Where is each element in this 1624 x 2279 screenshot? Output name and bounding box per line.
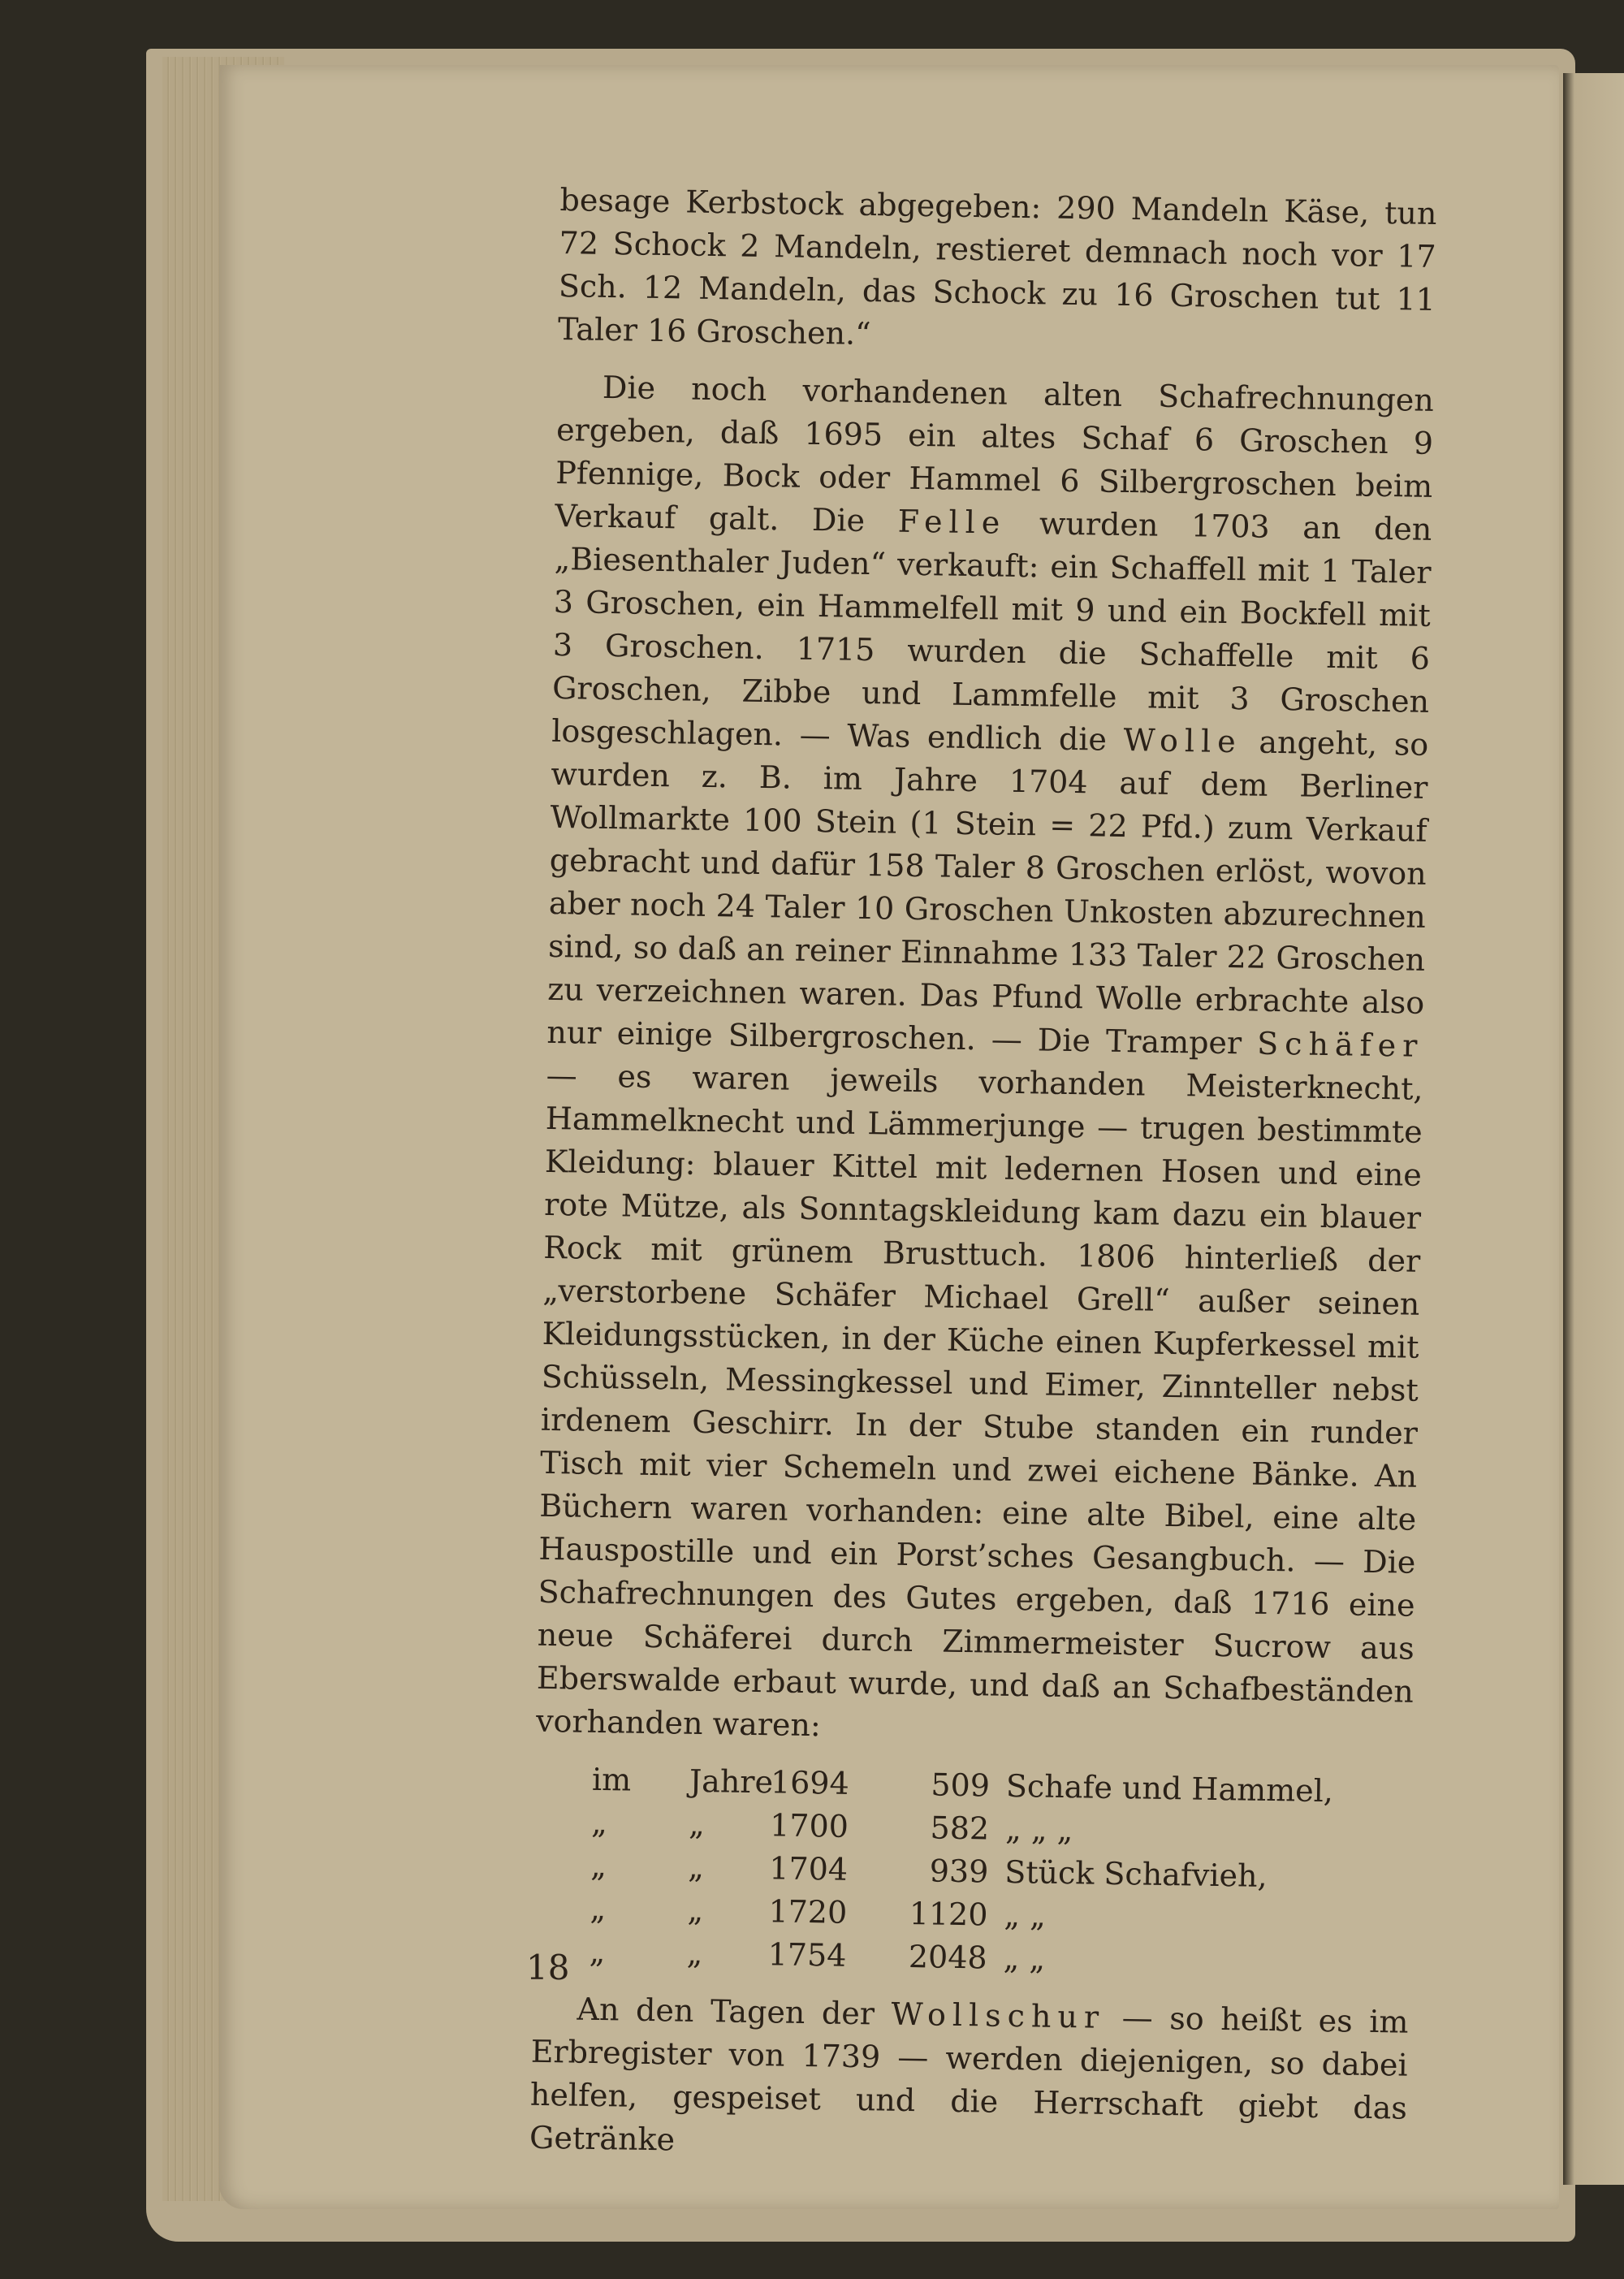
table-cell-count: 939 bbox=[929, 1853, 989, 1890]
table-cell: „ bbox=[590, 1890, 607, 1927]
table-cell: „ bbox=[688, 1849, 705, 1886]
text-run: — so heißt es im Erbregister von 1739 — werden diejenigen, so dabei helfen, gespeiset und die Herrschaft giebt das Getränke bbox=[529, 1999, 1409, 2158]
table-cell-desc: Schafe und Hammel, bbox=[1005, 1767, 1334, 1810]
page-number: 18 bbox=[526, 1948, 570, 1987]
table-cell-year: 1754 bbox=[767, 1936, 847, 1974]
text-line: besage Kerbstock abgegeben: 290 Mandeln Käse, tun bbox=[559, 181, 1437, 231]
text-line: 72 Schock 2 Mandeln, restieret demnach noch vor bbox=[559, 224, 1383, 274]
table-cell: „ bbox=[590, 1847, 607, 1884]
table-cell: im bbox=[591, 1761, 632, 1798]
table-cell-count: 1120 bbox=[909, 1896, 988, 1933]
table-cell: Jahre bbox=[689, 1762, 774, 1801]
table-cell-year: 1720 bbox=[768, 1893, 848, 1931]
sheep-count-table bbox=[532, 1758, 1412, 1987]
text-run: angeht, so wurden z. B. im Jahre 1704 auf dem Berliner Wollmarkte 100 Stein (1 Stein = 22 Pfd.) zum Verkauf gebracht und dafür 158 Taler 8 Groschen erlöst, wovon aber noch 24 Taler 10 Groschen Unkosten abzurechnen sind, so daß an reiner Einnahme 133 Taler 22 Groschen zu verzeichnen waren. Das Pfund Wolle erbrachte also nur einige Silbergroschen. — Die Tramper bbox=[546, 724, 1429, 1062]
facing-page-edge bbox=[1563, 73, 1624, 2185]
table-cell: „ bbox=[688, 1805, 706, 1843]
text-line: 11 Taler 16 Groschen.“ bbox=[557, 281, 1436, 352]
table-cell-count: 2048 bbox=[908, 1939, 988, 1976]
spaced-word: Schäfer bbox=[1256, 1025, 1424, 1064]
text-line: 17 Sch. 12 Mandeln, das Schock zu 16 Groschen tut bbox=[558, 238, 1436, 317]
paragraph-1 bbox=[558, 179, 1437, 365]
table-cell: „ bbox=[687, 1892, 704, 1929]
spaced-word: Wolle bbox=[1123, 721, 1243, 760]
table-cell-year: 1700 bbox=[769, 1807, 849, 1844]
text-run: wurden 1703 an den „Biesenthaler Juden“ verkauft: ein Schaffell mit 1 Taler 3 Groschen, ein Hammelfell mit 9 und ein Bockfell mit 3 Groschen. 1715 wurden die Schaffelle mit 6 Groschen, Zibbe und Lammfelle mit 3 Groschen losgeschlagen. — Was endlich die bbox=[551, 504, 1432, 758]
table-cell: „ bbox=[590, 1804, 608, 1841]
table-cell-count: 509 bbox=[931, 1767, 991, 1804]
table-cell-count: 582 bbox=[930, 1810, 990, 1847]
text-run: An den Tagen der bbox=[577, 1991, 892, 2032]
table-cell-desc: Stück Schafvieh, bbox=[1004, 1853, 1268, 1894]
text-run: — es waren jeweils vorhanden Meisterknecht, Hammelknecht und Lämmerjunge — trugen bestimmte Kleidung: blauer Kittel mit ledernen Hosen und eine rote Mütze, als Sonntagskleidung kam dazu ein blauer Rock mit grünem Brusttuch. 1806 hinterließ der „verstorbene Schäfer Michael Grell“ außer seinen Kleidungsstücken, in der Küche einen Kupferkessel mit Schüsseln, Messingkessel und Eimer, Zinnteller nebst irdenem Geschirr. In der Stube standen ein runder Tisch mit vier Schemeln und zwei eichene Bänke. An Büchern waren vorhanden: eine alte Bibel, eine alte Hauspostille und ein Porst’sches Gesangbuch. — Die Schafrechnungen des Gutes ergeben, daß 1716 eine neue Schäferei durch Zimmermeister Sucrow aus Eberswalde erbaut wurde, und daß an Schafbeständen vorhanden waren: bbox=[535, 1057, 1423, 1744]
table-cell: „ bbox=[686, 1935, 703, 1972]
paragraph-2 bbox=[536, 365, 1435, 1757]
table-cell: „ bbox=[589, 1933, 606, 1970]
table-cell-desc: „ „ „ bbox=[1004, 1810, 1073, 1849]
table-cell-desc: „ „ bbox=[1003, 1940, 1046, 1977]
paragraph-3 bbox=[529, 1987, 1409, 2173]
table-cell-year: 1704 bbox=[769, 1850, 849, 1888]
table-cell-year: 1694 bbox=[770, 1764, 850, 1801]
spaced-word: Wollschur bbox=[891, 1996, 1106, 2035]
spaced-word: Felle bbox=[897, 503, 1007, 541]
page-text bbox=[529, 179, 1437, 2158]
text-run: Die noch vorhandenen alten Schafrechnungen ergeben, daß 1695 ein altes Schaf 6 Groschen 9 Pfennige, Bock oder Hammel 6 Silbergroschen beim Verkauf galt. Die bbox=[555, 369, 1435, 539]
table-cell-desc: „ „ bbox=[1004, 1896, 1047, 1934]
